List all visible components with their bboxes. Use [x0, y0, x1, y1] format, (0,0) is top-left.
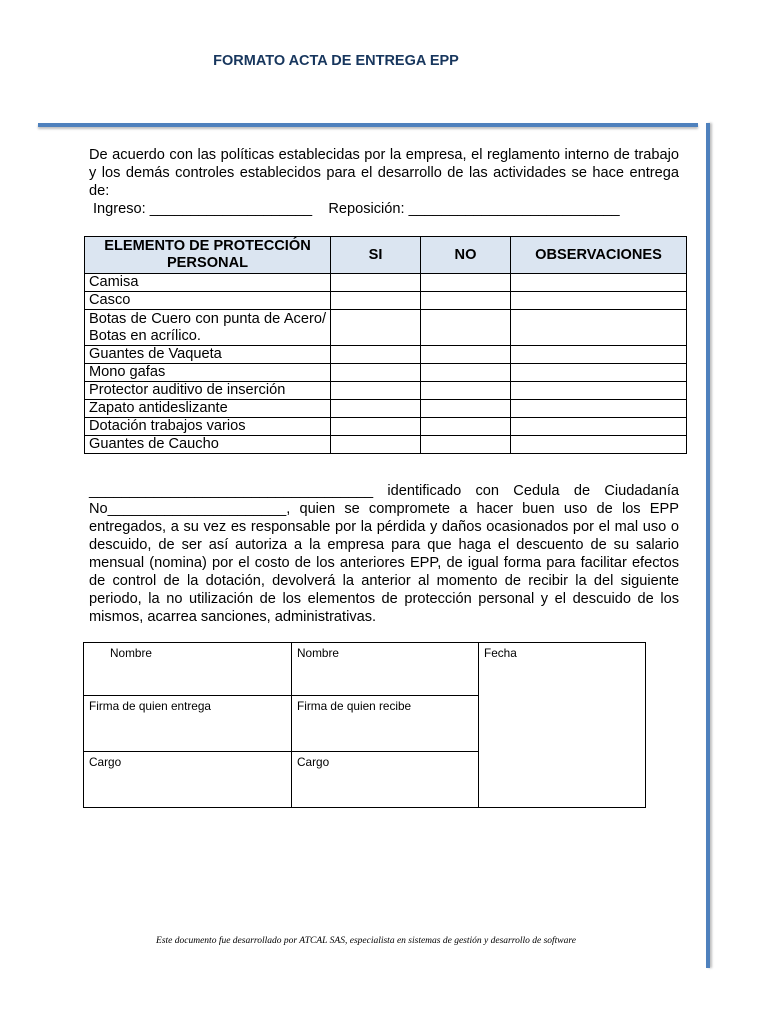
table-row — [85, 310, 687, 346]
observaciones-cell[interactable] — [511, 436, 687, 454]
elemento-cell: Zapato antideslizante — [85, 400, 331, 418]
elemento-cell: Camisa — [85, 274, 331, 292]
table-row — [85, 364, 687, 382]
elemento-cell: Dotación trabajos varios — [85, 418, 331, 436]
observaciones-cell[interactable] — [511, 364, 687, 382]
table-row — [85, 346, 687, 364]
header-no: NO — [421, 237, 511, 274]
observaciones-cell[interactable] — [511, 418, 687, 436]
nombre-entrega-cell[interactable]: Nombre — [84, 643, 292, 696]
si-cell[interactable] — [331, 346, 421, 364]
elemento-cell: Protector auditivo de inserción — [85, 382, 331, 400]
page-title: FORMATO ACTA DE ENTREGA EPP — [213, 53, 459, 69]
elemento-cell: Guantes de Vaqueta — [85, 346, 331, 364]
table-row — [85, 400, 687, 418]
observaciones-cell[interactable] — [511, 292, 687, 310]
header-elemento: ELEMENTO DE PROTECCIÓN PERSONAL — [85, 237, 331, 274]
si-cell[interactable] — [331, 364, 421, 382]
observaciones-cell[interactable] — [511, 274, 687, 292]
table-row — [85, 274, 687, 292]
no-cell[interactable] — [421, 364, 511, 382]
ingreso-reposicion-line: Ingreso: ____________________ Reposición: __________________________ — [93, 201, 620, 217]
epp-table — [84, 236, 687, 454]
elemento-cell: Guantes de Caucho — [85, 436, 331, 454]
firma-entrega-cell[interactable]: Firma de quien entrega — [84, 696, 292, 752]
table-row — [85, 436, 687, 454]
firma-recibe-cell[interactable]: Firma de quien recibe — [292, 696, 479, 752]
si-cell[interactable] — [331, 436, 421, 454]
observaciones-cell[interactable] — [511, 346, 687, 364]
table-row — [85, 292, 687, 310]
horizontal-rule — [38, 123, 698, 127]
cargo-recibe-cell[interactable]: Cargo — [292, 752, 479, 808]
no-cell[interactable] — [421, 274, 511, 292]
si-cell[interactable] — [331, 274, 421, 292]
no-cell[interactable] — [421, 436, 511, 454]
si-cell[interactable] — [331, 418, 421, 436]
signature-table — [83, 642, 646, 808]
elemento-cell: Mono gafas — [85, 364, 331, 382]
intro-text: De acuerdo con las políticas establecidas por la empresa, el reglamento interno de trabajo y los demás controles establecidos para el desarrollo de las actividades se hace entrega de: — [89, 147, 679, 199]
fecha-cell[interactable]: Fecha — [479, 643, 646, 808]
elemento-cell: Casco — [85, 292, 331, 310]
no-cell[interactable] — [421, 346, 511, 364]
footer-note: Este documento fue desarrollado por ATCAL SAS, especialista en sistemas de gestión y desarrollo de software — [156, 936, 576, 946]
vertical-rule — [706, 123, 710, 968]
table-row — [85, 382, 687, 400]
si-cell[interactable] — [331, 382, 421, 400]
no-cell[interactable] — [421, 400, 511, 418]
si-cell[interactable] — [331, 292, 421, 310]
header-observaciones: OBSERVACIONES — [511, 237, 687, 274]
epp-table-header-row — [85, 237, 687, 274]
table-row — [85, 418, 687, 436]
header-si: SI — [331, 237, 421, 274]
si-cell[interactable] — [331, 310, 421, 346]
no-cell[interactable] — [421, 310, 511, 346]
si-cell[interactable] — [331, 400, 421, 418]
elemento-cell: Botas de Cuero con punta de Acero/ Botas en acrílico. — [85, 310, 331, 346]
commitment-paragraph: ___________________________________ identificado con Cedula de Ciudadanía No______________________, quien se compromete a hacer buen uso de los EPP entregados, a su vez es responsable por la pérdida y daños ocasionados por el mal uso o descuido, de ser así autoriza a la empresa para que haga el descuento de su salario mensual (nomina) por el costo de los anteriores EPP, de igual forma para facilitar efectos de control de la dotación, devolverá la anterior al momento de recibir la del siguiente periodo, la no utilización de los elementos de protección personal y el descuido de los mismos, acarrea sanciones, administrativas. — [89, 483, 679, 625]
no-cell[interactable] — [421, 418, 511, 436]
observaciones-cell[interactable] — [511, 310, 687, 346]
observaciones-cell[interactable] — [511, 400, 687, 418]
no-cell[interactable] — [421, 382, 511, 400]
nombre-recibe-cell[interactable]: Nombre — [292, 643, 479, 696]
cargo-entrega-cell[interactable]: Cargo — [84, 752, 292, 808]
observaciones-cell[interactable] — [511, 382, 687, 400]
no-cell[interactable] — [421, 292, 511, 310]
